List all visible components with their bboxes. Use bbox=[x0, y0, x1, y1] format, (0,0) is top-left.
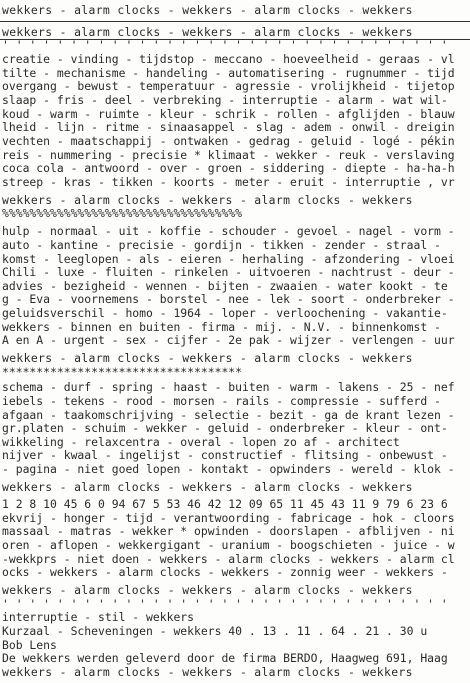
text-line: schema - durf - spring - haast - buiten - warm - lakens - 25 - nef bbox=[2, 380, 455, 395]
text-line: tilte - mechanisme - handeling - automatisering - rugnummer - tijd bbox=[2, 65, 455, 80]
text-line: vechten - maatschappij - ontwaken - gedrag - geluid - logé - pékin bbox=[2, 133, 455, 148]
divider-rule bbox=[0, 21, 470, 22]
header-line: wekkers - alarm clocks - wekkers - alarm clocks - wekkers bbox=[2, 351, 413, 366]
text-line: massaal - matras - wekker * opwinden - doorslapen - afblijven - ni bbox=[2, 524, 455, 539]
credit-line: De wekkers werden geleverd door de firma BERDO, Haagweg 691, Haag bbox=[2, 651, 448, 666]
text-line: ocks - wekkers - alarm clocks - wekkers - zonnig weer - wekkers - bbox=[2, 565, 448, 580]
asterisk-row: *********************************** bbox=[2, 364, 243, 379]
text-line: creatie - vinding - tijdstop - meccano - hoeveelheid - geraas - vl bbox=[2, 52, 455, 66]
author-line: Bob Lens bbox=[2, 637, 57, 652]
text-line: slaap - fris - deel - verbreking - interruptie - alarm - wat wil- bbox=[2, 92, 448, 107]
text-line: wikkeling - relaxcentra - overal - lopen zo af - architect bbox=[2, 434, 400, 449]
tick-row: ' ' ' ' ' ' ' ' ' ' ' ' ' ' ' ' ' ' ' ' ' ' ' ' ' ' ' ' ' ' ' ' ' bbox=[2, 38, 448, 53]
number-row: 1 2 8 10 45 6 0 94 67 5 53 46 42 12 09 65 11 45 43 11 9 79 6 23 6 bbox=[2, 497, 448, 511]
text-line: Chili - luxe - fluiten - rinkelen - uitvoeren - nachtrust - deur - bbox=[2, 265, 455, 280]
credit-line: Kurzaal - Scheveningen - wekkers 40 . 13 . 11 . 64 . 21 . 30 u bbox=[2, 624, 428, 639]
tick-row: ' ' ' ' ' ' ' ' ' ' ' ' ' ' ' ' ' ' ' ' ' ' ' ' ' ' ' ' ' ' ' ' ' bbox=[2, 596, 448, 611]
text-line: iebels - tekens - rood - morsen - rails - compressie - sufferd - bbox=[2, 393, 441, 408]
text-line: g - Eva - voornemens - borstel - nee - lek - soort - onderbreker - bbox=[2, 292, 455, 307]
text-line: afgaan - taakomschrijving - selectie - bezit - ga de krant lezen - bbox=[2, 407, 455, 422]
text-line: A en A - urgent - sex - cijfer - 2e pak - wijzer - verlengen - uur bbox=[2, 333, 455, 348]
header-line: wekkers - alarm clocks - wekkers - alarm clocks - wekkers bbox=[2, 192, 413, 207]
text-line: -wekkprs - niet doen - wekkers - alarm clocks - wekkers - alarm cl bbox=[2, 551, 455, 566]
header-line: wekkers - alarm clocks - wekkers - alarm clocks - wekkers bbox=[2, 24, 413, 39]
text-line: ekvrij - honger - tijd - verantwoording - fabricage - hok - cloors bbox=[2, 510, 455, 525]
text-line: reis - nummering - precisie * klimaat - wekker - reuk - verslaving bbox=[2, 147, 455, 162]
text-line: streep - kras - tikken - koorts - meter - eruit - interruptie , vr bbox=[2, 174, 455, 189]
percent-row: %%%%%%%%%%%%%%%%%%%%%%%%%%%%%%%%%%% bbox=[2, 206, 243, 221]
header-line: wekkers - alarm clocks - wekkers - alarm clocks - wekkers bbox=[2, 665, 413, 679]
text-line: geluidsverschil - homo - 1964 - loper - verloochening - vakantie- bbox=[2, 306, 448, 321]
text-line: lheid - lijn - ritme - sinaasappel - slag - adem - onwil - dreigin bbox=[2, 120, 455, 135]
text-line: koud - warm - ruimte - kleur - schrik - rollen - afglijden - blauw bbox=[2, 106, 455, 121]
text-line: auto - kantine - precisie - gordijn - tikken - zender - straal - bbox=[2, 237, 441, 252]
text-line: - pagina - niet goed lopen - kontakt - opwinders - wereld - klok - bbox=[2, 462, 455, 477]
text-line: komst - leeglopen - als - eieren - herhaling - afzondering - vloei bbox=[2, 251, 455, 266]
header-line: wekkers - alarm clocks - wekkers - alarm clocks - wekkers bbox=[2, 3, 413, 18]
text-line: hulp - normaal - uit - koffie - schouder - gevoel - nagel - vorm - bbox=[2, 224, 455, 239]
text-line: gr.platen - schuim - wekker - geluid - onderbreker - kleur - ont- bbox=[2, 421, 448, 436]
text-line: oren - aflopen - wekkergigant - uranium - boogschieten - juice - w bbox=[2, 538, 455, 552]
text-line: interruptie - stil - wekkers bbox=[2, 610, 195, 625]
text-line: wekkers - binnen en buiten - firma - mij. - N.V. - binnenkomst - bbox=[2, 319, 441, 334]
text-line: coca cola - antwoord - over - groen - siddering - diepte - ha-ha-h bbox=[2, 161, 455, 176]
text-line: advies - bezigheid - wennen - bijten - zwaaien - water kookt - te bbox=[2, 278, 448, 293]
text-line: overgang - bewust - temperatuur - agressie - vrolijkheid - tijetop bbox=[2, 79, 455, 94]
text-line: nijver - kwaal - ingelijst - constructief - flitsing - onbewust - bbox=[2, 448, 448, 463]
header-line: wekkers - alarm clocks - wekkers - alarm clocks - wekkers bbox=[2, 583, 413, 598]
header-line: wekkers - alarm clocks - wekkers - alarm clocks - wekkers bbox=[2, 480, 413, 494]
